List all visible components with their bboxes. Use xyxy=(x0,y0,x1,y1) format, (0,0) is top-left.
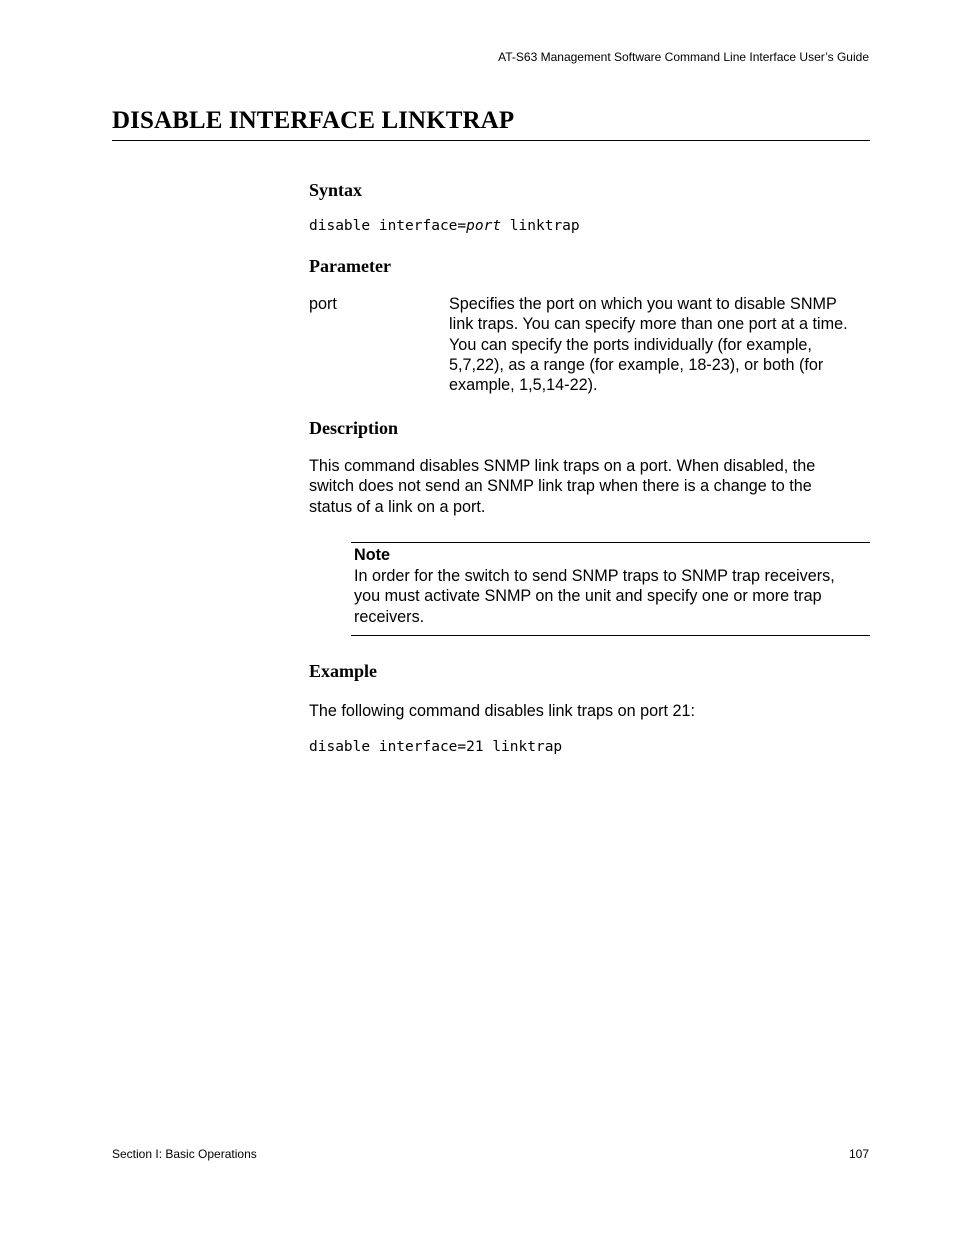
description-line: switch does not send an SNMP link trap when there is a change to the xyxy=(309,477,812,496)
example-code: disable interface=21 linktrap xyxy=(309,739,563,755)
running-header: AT-S63 Management Software Command Line Interface User’s Guide xyxy=(498,50,869,64)
title-rule xyxy=(112,140,870,141)
footer-page-number: 107 xyxy=(848,1147,869,1161)
description-text xyxy=(309,456,815,517)
parameter-line: You can specify the ports individually (for example, xyxy=(449,335,812,354)
parameter-name: port xyxy=(309,295,337,313)
example-heading: Example xyxy=(309,661,378,681)
syntax-prefix: disable interface= xyxy=(309,218,467,234)
note-top-rule xyxy=(351,542,870,543)
parameter-description xyxy=(449,294,848,395)
footer-section: Section I: Basic Operations xyxy=(112,1147,257,1161)
syntax-param: port xyxy=(466,218,502,234)
syntax-command xyxy=(309,218,580,234)
parameter-line: 5,7,22), as a range (for example, 18-23), or both (for xyxy=(449,355,824,374)
note-line: you must activate SNMP on the unit and specify one or more trap xyxy=(354,587,822,606)
syntax-suffix: linktrap xyxy=(501,218,580,234)
syntax-heading: Syntax xyxy=(309,180,363,200)
example-text: The following command disables link traps on port 21: xyxy=(309,702,696,720)
description-line: This command disables SNMP link traps on a port. When disabled, the xyxy=(309,457,816,475)
note-line: receivers. xyxy=(354,607,425,626)
note-heading: Note xyxy=(354,546,390,564)
note-text xyxy=(354,566,835,627)
parameter-line: Specifies the port on which you want to disable SNMP xyxy=(449,295,837,313)
note-bottom-rule xyxy=(351,635,870,636)
page-title: DISABLE INTERFACE LINKTRAP xyxy=(112,107,515,134)
parameter-line: link traps. You can specify more than one port at a time. xyxy=(449,315,848,334)
parameter-heading: Parameter xyxy=(309,256,391,276)
description-heading: Description xyxy=(309,418,398,438)
description-line: status of a link on a port. xyxy=(309,497,486,516)
note-line: In order for the switch to send SNMP traps to SNMP trap receivers, xyxy=(354,567,835,585)
parameter-line: example, 1,5,14-22). xyxy=(449,376,598,395)
